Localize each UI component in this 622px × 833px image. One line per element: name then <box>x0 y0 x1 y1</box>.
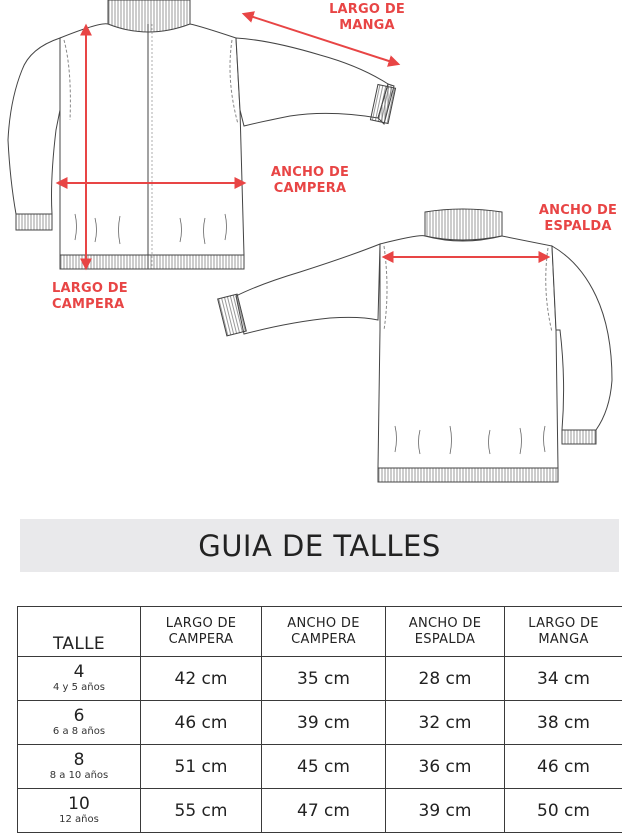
cell-ancho-espalda: 39 cm <box>386 789 505 833</box>
cell-ancho-espalda: 28 cm <box>386 657 505 701</box>
label-largo-campera-line2: CAMPERA <box>52 297 136 313</box>
header-text: LARGO DE <box>505 616 622 632</box>
cell-largo-manga: 34 cm <box>505 657 622 701</box>
talle-age: 6 a 8 años <box>18 725 140 738</box>
header-ancho-campera <box>262 607 386 657</box>
label-largo-manga <box>322 2 412 34</box>
header-text: MANGA <box>505 632 622 648</box>
front-jacket-drawing <box>8 0 396 269</box>
table-header-row <box>18 607 622 657</box>
talle-cell <box>18 701 141 745</box>
label-ancho-espalda-line2: ESPALDA <box>534 219 622 235</box>
talle-cell <box>18 789 141 833</box>
table-row <box>18 701 622 745</box>
cell-largo-manga: 50 cm <box>505 789 622 833</box>
table-row <box>18 745 622 789</box>
cell-largo-campera: 46 cm <box>141 701 262 745</box>
talle-number: 6 <box>18 707 140 725</box>
header-text: CAMPERA <box>262 632 385 648</box>
label-ancho-campera-line1: ANCHO DE <box>262 165 358 181</box>
header-largo-manga <box>505 607 622 657</box>
cell-ancho-campera: 45 cm <box>262 745 386 789</box>
talle-age: 12 años <box>18 813 140 826</box>
talle-number: 10 <box>18 795 140 813</box>
table-row <box>18 789 622 833</box>
label-ancho-campera-line2: CAMPERA <box>262 181 358 197</box>
label-ancho-campera <box>262 165 358 197</box>
label-largo-manga-line2: MANGA <box>322 18 412 34</box>
title-band <box>20 519 619 572</box>
header-text: LARGO DE <box>141 616 261 632</box>
cell-largo-manga: 46 cm <box>505 745 622 789</box>
talle-number: 4 <box>18 663 140 681</box>
header-text: ANCHO DE <box>262 616 385 632</box>
label-largo-campera <box>52 281 136 313</box>
size-table <box>17 606 622 833</box>
label-ancho-espalda <box>534 203 622 235</box>
cell-ancho-espalda: 36 cm <box>386 745 505 789</box>
cell-largo-campera: 55 cm <box>141 789 262 833</box>
page-title: GUIA DE TALLES <box>198 529 441 563</box>
talle-cell <box>18 745 141 789</box>
talle-age: 8 a 10 años <box>18 769 140 782</box>
header-text: ESPALDA <box>386 632 504 648</box>
cell-largo-campera: 42 cm <box>141 657 262 701</box>
cell-largo-manga: 38 cm <box>505 701 622 745</box>
label-ancho-espalda-line1: ANCHO DE <box>534 203 622 219</box>
label-largo-campera-line1: LARGO DE <box>52 281 136 297</box>
talle-age: 4 y 5 años <box>18 681 140 694</box>
table-row <box>18 657 622 701</box>
cell-ancho-campera: 47 cm <box>262 789 386 833</box>
header-text: ANCHO DE <box>386 616 504 632</box>
cell-ancho-campera: 35 cm <box>262 657 386 701</box>
label-largo-manga-line1: LARGO DE <box>322 2 412 18</box>
back-jacket-drawing <box>218 209 612 482</box>
header-talle <box>18 607 141 657</box>
talle-cell <box>18 657 141 701</box>
talle-number: 8 <box>18 751 140 769</box>
cell-ancho-campera: 39 cm <box>262 701 386 745</box>
cell-largo-campera: 51 cm <box>141 745 262 789</box>
header-largo-campera <box>141 607 262 657</box>
header-ancho-espalda <box>386 607 505 657</box>
header-text: CAMPERA <box>141 632 261 648</box>
cell-ancho-espalda: 32 cm <box>386 701 505 745</box>
header-talle-text: TALLE <box>18 636 140 652</box>
